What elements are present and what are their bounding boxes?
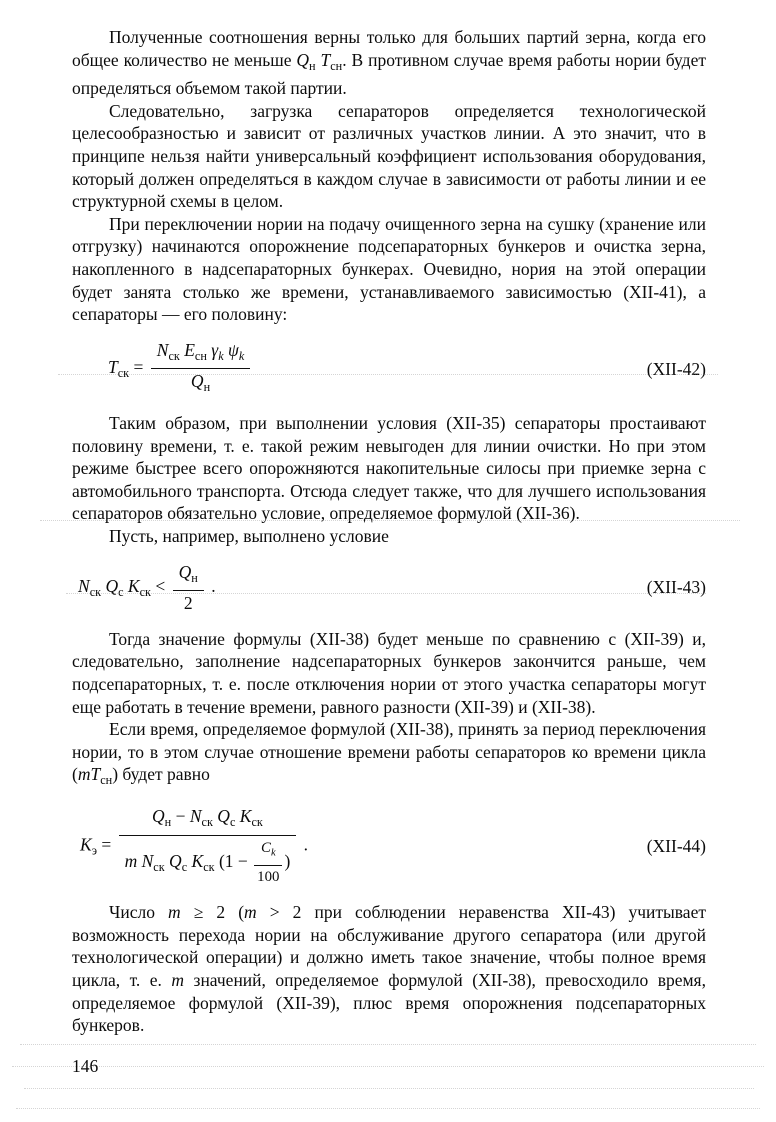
text-segment: сн (100, 773, 113, 788)
text-segment: k (218, 348, 224, 363)
text-segment: K (127, 575, 140, 596)
formula (72, 561, 706, 615)
text-segment: ск (251, 815, 263, 829)
fraction (151, 339, 251, 399)
text-segment: < (150, 575, 170, 596)
text-segment: k (270, 847, 276, 859)
paragraph (72, 718, 706, 792)
text-segment: Если время, определяемое формулой (XII-38), принять за период переключения нории, то в этом случае отношение времени работы сепараторов ко времени цикла ( (72, 719, 706, 785)
fraction-denominator (173, 591, 204, 615)
text-segment: Следовательно, загрузка сепараторов определяется технологической целесообразностью и зависит от различных участков линии. А это значит, что в принципе нельзя найти универсальный коэффициент использования оборудования, который должен определяться в каждом случае в зависимости от работы линии и ее структурной схемы в целом. (72, 100, 706, 212)
text-segment: ψ (228, 339, 239, 360)
paragraph (72, 100, 706, 213)
scan-artifact-line (24, 1088, 754, 1089)
formula-expression (78, 561, 216, 615)
text-segment: Q (169, 850, 182, 871)
fraction-denominator (254, 866, 282, 889)
formula-expression (108, 339, 253, 399)
text-segment: K (191, 850, 204, 871)
text-segment: э (91, 843, 97, 858)
page-number: 146 (72, 1055, 99, 1076)
text-segment: (1 − (214, 850, 253, 871)
text-segment: Пусть, например, выполнено условие (109, 525, 389, 546)
text-segment: Q (217, 805, 230, 826)
fraction-numerator (173, 561, 204, 592)
formula-expression (80, 805, 308, 888)
text-segment: Тогда значение формулы (XII-38) будет меньше по сравнению с (XII-39) и, следовательно, заполнение надсепараторных бункеров закончится раньше, чем подсепараторных, т. е. после отключения нории от этого участка сепараторы могут еще работать в течение времени, равного разности (XII-39) и (XII-38). (72, 628, 706, 717)
text-segment: ск (203, 859, 215, 874)
paragraph (72, 628, 706, 718)
text-segment: γ (211, 339, 219, 360)
text-segment: N (156, 339, 169, 360)
text-segment: с (181, 859, 188, 874)
text-segment: значений, определяемое формулой (XII-38), превосходило время, определяемое формулой (XII-39), плюс время опорожнения подсепараторных бункеров. (72, 969, 706, 1036)
text-segment: T (108, 356, 118, 377)
text-segment: C (261, 839, 271, 856)
text-segment: ск (139, 584, 151, 599)
text-segment: 2 (183, 593, 193, 614)
fraction (173, 561, 204, 615)
text-segment: н (203, 380, 211, 395)
paragraph (72, 901, 706, 1037)
text-segment: > 2 при соблюдении неравенства XII-43) учитывает возможность перехода нории на обслуживание другого сепаратора (или другой технологической операции) и должно иметь такое значение, чтобы полное время цикла, т. е. (72, 902, 706, 990)
text-segment: н (164, 815, 172, 829)
text-segment: N (78, 575, 90, 596)
text-segment: T (320, 49, 331, 70)
fraction-numerator (151, 339, 251, 370)
equation-number: (XII-44) (646, 836, 706, 857)
text-segment: ) (284, 850, 291, 871)
fraction-denominator (119, 836, 297, 889)
text-segment: ск (117, 365, 130, 380)
text-segment: ск (89, 584, 102, 599)
text-segment: m (77, 764, 91, 785)
text-segment: K (239, 805, 252, 826)
text-segment: с (118, 584, 124, 599)
document-body (72, 26, 706, 1077)
text-segment: ) будет равно (112, 764, 210, 785)
text-segment: − (171, 805, 190, 826)
text-segment: Таким образом, при выполнении условия (XII-35) сепараторы простаивают половину времени, т. е. такой режим невыгоден для линии очистки. Но при этом режиме быстрее всего опорожняются накопительные силосы при приемке зерна с автомобильного транспорта. Отсюда следует также, что для лучшего использования сепараторов обязательно условие, определяемое формулой (XII-36). (72, 413, 706, 524)
text-segment: ≥ 2 ( (180, 902, 245, 923)
text-segment: Q (178, 561, 192, 582)
text-segment: . (299, 834, 309, 855)
text-segment: Q (105, 575, 119, 596)
text-segment: m (244, 902, 257, 923)
text-segment: ск (168, 348, 180, 363)
paragraph (72, 525, 706, 548)
text-segment: сн (194, 348, 207, 363)
text-segment: ск (153, 859, 165, 874)
text-segment: m (171, 969, 185, 990)
fraction-denominator (151, 369, 251, 399)
text-segment: k (238, 348, 245, 363)
text-segment: E (184, 339, 195, 360)
text-segment: N (189, 805, 202, 826)
text-segment: = (96, 834, 116, 855)
text-segment: m (168, 902, 181, 923)
equation-number: (XII-43) (646, 577, 706, 598)
text-segment: ск (201, 815, 213, 829)
text-segment: н (309, 58, 316, 73)
text-segment: Q (152, 805, 165, 826)
scan-artifact-line (16, 1108, 760, 1109)
text-segment: Полученные соотношения верны только для больших партий зерна, когда его общее количество не меньше (72, 27, 706, 70)
text-segment: сн (330, 58, 343, 73)
fraction (119, 805, 297, 888)
paragraph (72, 412, 706, 525)
text-segment: N (141, 850, 154, 871)
text-segment: . В противном случае время работы нории будет определяться объемом такой партии. (72, 49, 707, 99)
text-segment: Q (296, 49, 310, 70)
paragraph (72, 26, 706, 100)
text-segment: = (129, 356, 148, 377)
text-segment: T (90, 764, 101, 785)
text-segment: m (124, 850, 138, 871)
text-segment: Q (190, 371, 204, 392)
text-segment: 100 (257, 868, 280, 885)
text-segment: с (229, 815, 236, 829)
equation-number: (XII-42) (646, 358, 706, 379)
text-segment: н (191, 570, 198, 585)
fraction (254, 837, 282, 889)
text-segment: Число (109, 902, 169, 923)
fraction-numerator (119, 805, 297, 836)
paragraph (72, 213, 706, 326)
fraction-numerator (254, 837, 282, 866)
formula (72, 339, 706, 399)
text-segment: K (80, 834, 92, 855)
text-segment: При переключении нории на подачу очищенного зерна на сушку (хранение или отгрузку) начинаются опорожнение подсепараторных бункеров и очистка зерна, накопленного в надсепараторных бункерах. Очевидно, нория на этой операции будет занята столько же времени, устанавливаемого зависимостью (XII-41), а сепараторы — его половину: (72, 213, 706, 325)
text-segment: . (206, 575, 216, 596)
formula (72, 805, 706, 888)
